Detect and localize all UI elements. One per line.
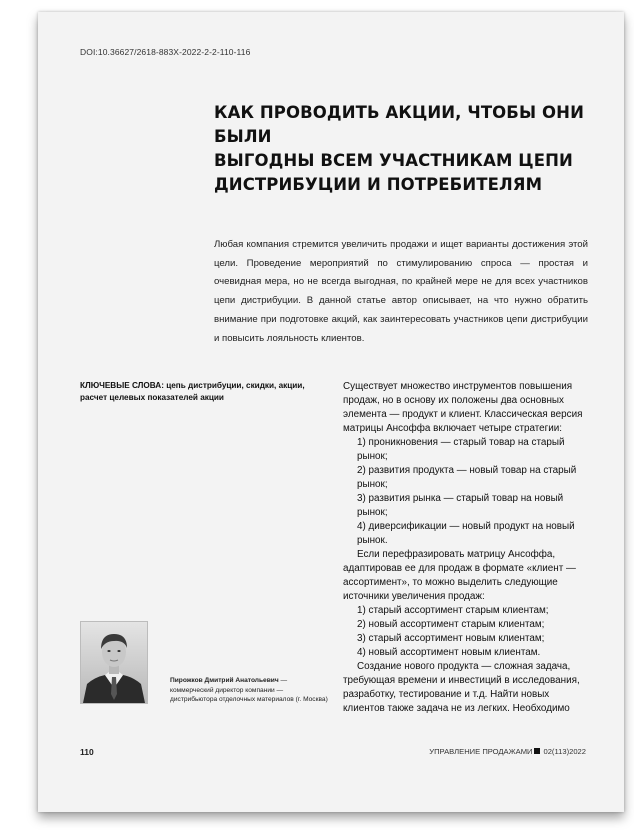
list-item: 4) диверсификации — новый продукт на новый рынок.: [357, 521, 575, 546]
list-item: 2) развития продукта — новый товар на старый рынок;: [357, 465, 577, 490]
author-name: Пирожков Дмитрий Анатольевич: [170, 677, 279, 684]
list-item: 3) развития рынка — старый товар на новый рынок;: [357, 493, 564, 518]
list-item: 1) старый ассортимент старым клиентам;: [357, 605, 549, 616]
author-photo: [80, 621, 148, 704]
paragraph: Существует множество инструментов повышения продаж, но в основу их положены два основных элемента — продукт и клиент. Классическая версия матрицы Ансоффа включает четыре стратегии:: [343, 381, 583, 434]
page-number: 110: [80, 747, 94, 757]
title-line: ДИСТРИБУЦИИ И ПОТРЕБИТЕЛЯМ: [214, 175, 543, 194]
article-title: [214, 101, 594, 197]
paragraph: Если перефразировать матрицу Ансоффа, адаптировав ее для продаж в формате «клиент — ассортимент», то можно выделить следующие источники увеличения продаж:: [343, 549, 576, 602]
list-item: 1) проникновения — старый товар на старый рынок;: [357, 437, 565, 462]
list-item: 3) старый ассортимент новым клиентам;: [357, 633, 545, 644]
journal-footer: [429, 747, 586, 756]
author-portrait-image: [81, 622, 147, 703]
paragraph: Создание нового продукта — сложная задача, требующая времени и инвестиций в исследования, разработку, тестирование и т.д. Найти новых клиентов также задача не из легких. Необходимо: [343, 661, 580, 714]
journal-name: УПРАВЛЕНИЕ ПРОДАЖАМИ: [429, 747, 533, 756]
abstract: Любая компания стремится увеличить продажи и ищет варианты достижения этой цели. Проведение мероприятий по стимулированию спроса — простая и очевидная мера, но не всегда выгодная, по крайней мере не для всех участников цепи дистрибуции. В данной статье автор описывает, на что нужно обратить внимание при подготовке акций, как заинтересовать участников цепи дистрибуции и повысить лояльность клиентов.: [214, 239, 588, 344]
list-item: 2) новый ассортимент старым клиентам;: [357, 619, 545, 630]
keywords: КЛЮЧЕВЫЕ СЛОВА: цепь дистрибуции, скидки, акции, расчет целевых показателей акции: [80, 381, 305, 402]
title-line: ВЫГОДНЫ ВСЕМ УЧАСТНИКАМ ЦЕПИ: [214, 151, 573, 170]
list-item: 4) новый ассортимент новым клиентам.: [357, 647, 541, 658]
author-caption: [170, 676, 328, 705]
doi: DOI:10.36627/2618-883X-2022-2-2-110-116: [80, 47, 251, 57]
issue-number: 02(113)2022: [543, 747, 586, 756]
square-separator-icon: [534, 748, 540, 754]
body-text: [343, 380, 591, 716]
author-role: — коммерческий директор компании — дистрибьютора отделочных материалов (г. Москва): [170, 677, 328, 704]
title-line: КАК ПРОВОДИТЬ АКЦИИ, ЧТОБЫ ОНИ БЫЛИ: [214, 103, 584, 146]
